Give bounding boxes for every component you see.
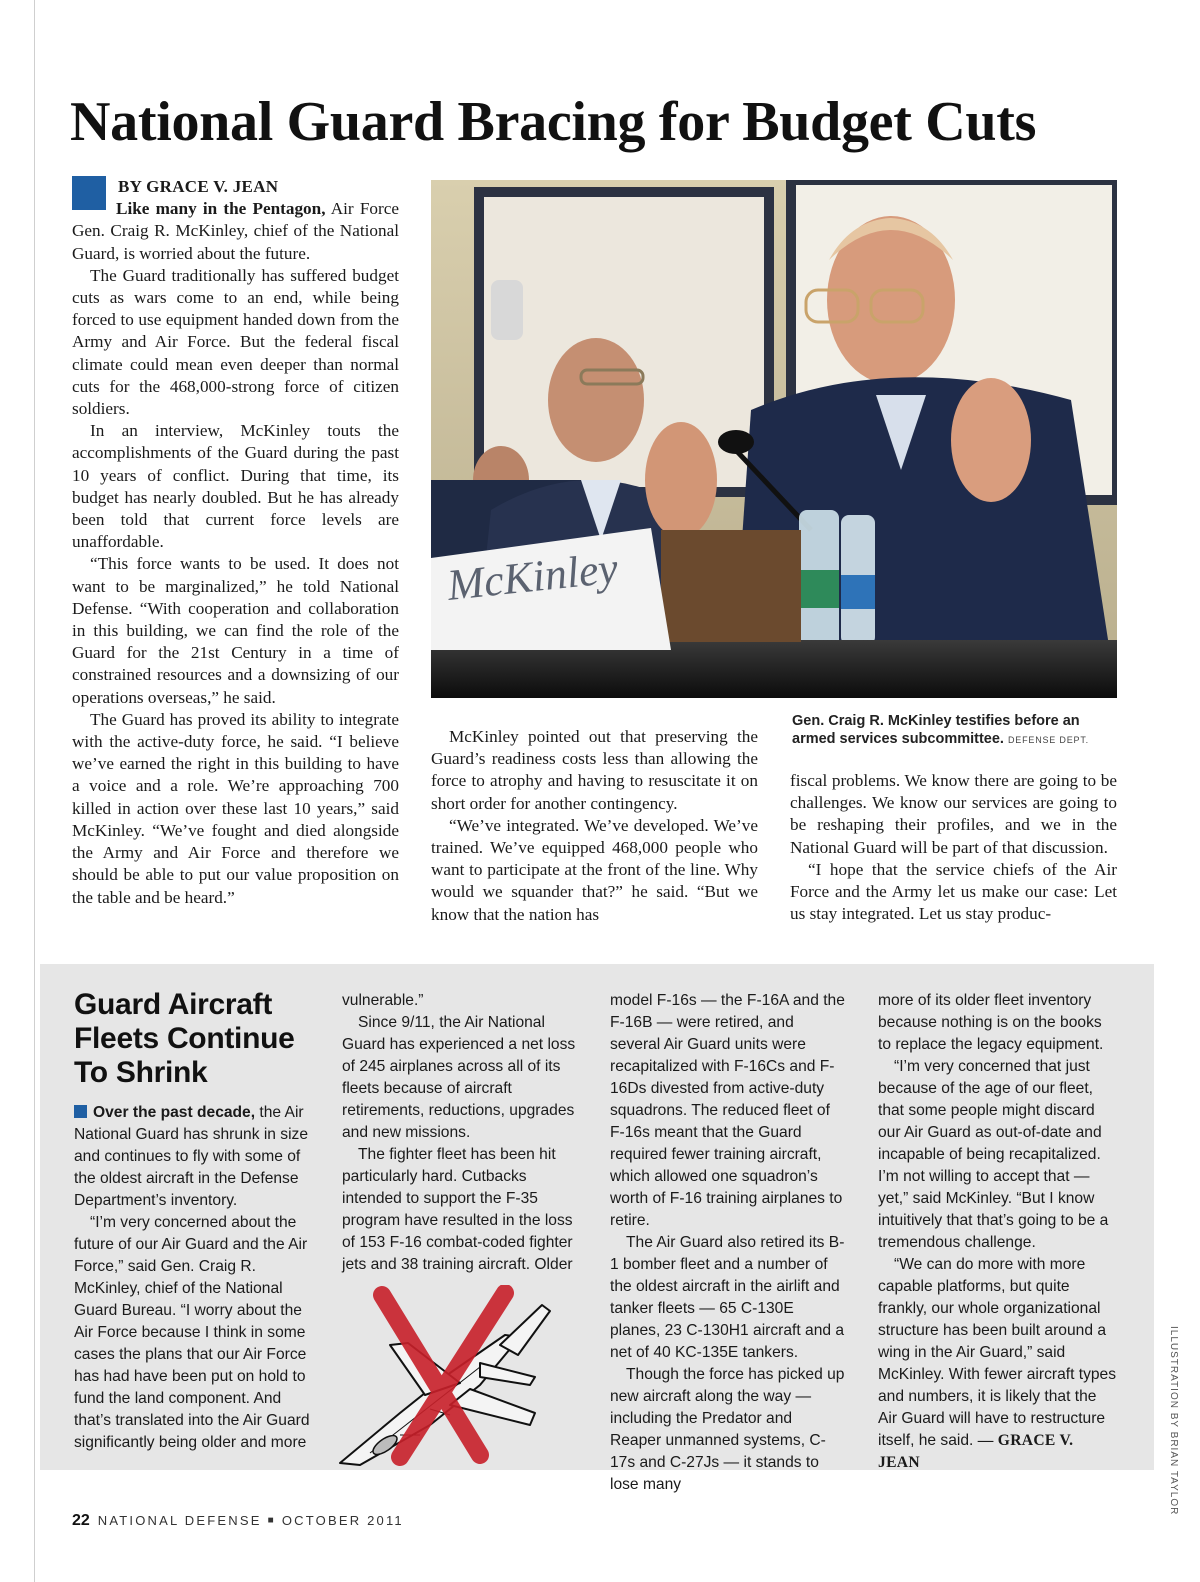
paragraph-1-text: Air Force Gen. Craig R. McKinley, chief of the National Guard, is worried about the future.: [72, 199, 399, 263]
photo-credit: DEFENSE DEPT.: [1008, 735, 1089, 745]
sidebar-paragraph-9: more of its older fleet inventory because nothing is on the books to replace the legacy equipment.: [878, 992, 1104, 1053]
paragraph-1: [72, 198, 399, 265]
lead-in: Like many in the Pentagon,: [116, 199, 326, 219]
sidebar-lead-in: Over the past decade,: [93, 1104, 256, 1121]
byline: BY GRACE V. JEAN: [118, 177, 279, 196]
sidebar-column-1: [74, 988, 310, 1454]
issue-date: OCTOBER 2011: [281, 1513, 404, 1528]
article-column-3: [790, 770, 1117, 925]
sidebar-column-4: [878, 990, 1118, 1474]
blue-square-icon: [72, 176, 106, 210]
sidebar-paragraph-3: vulnerable.”: [342, 992, 424, 1009]
sidebar-paragraph-11-text: “We can do more with more capable platforms, but quite frankly, our whole organizational structure has been built around a wing in the Air Guard,” said McKinley. With fewer aircraft types and numbers, it is likely that the Air Guard will have to restructure itself, he said.: [878, 1256, 1117, 1449]
page-margin-rule: [34, 0, 35, 1582]
sidebar-paragraph-10: “I’m very concerned that just because of the age of our fleet, that some people might discard our Air Guard as out-of-date and incapable of being recapitalized. I’m not willing to accept that — yet,” said McKinley. “But I know intuitively that that’s going to be a tremendous challenge.: [878, 1058, 1109, 1251]
sidebar-paragraph-1-text: the Air National Guard has shrunk in size and continues to fly with some of the oldest aircraft in the Defense Department’s inventory.: [74, 1104, 309, 1209]
sidebar-paragraph-2: “I’m very concerned about the future of our Air Guard and the Air Force,” said Gen. Craig R. McKinley, chief of the National Guard Bureau. “I worry about the Air Force because I think in some cases the plans that our Air Force has had have been put on hold to fund the land component. And that’s translated into the Air Guard significantly being older and more: [74, 1214, 310, 1451]
sidebar-paragraph-5: The fighter fleet has been hit particularly hard. Cutbacks intended to support the F-35 program have resulted in the loss of 153 F-16 combat-coded fighter jets and 38 training aircraft. Older: [342, 1146, 573, 1273]
article-column-1: [72, 176, 399, 909]
paragraph-5: The Guard has proved its ability to integrate with the active-duty force, he said. “I believe we’ve earned the right in this building to have a voice and a role. We’re approaching 700 killed in action over these last 10 years,” said McKinley. “We’ve fought and died alongside the Army and Air Force and therefore we should be able to put our value proposition on the table and be heard.”: [72, 709, 399, 907]
hearing-photo: [431, 180, 1117, 698]
paragraph-7: “We’ve integrated. We’ve developed. We’ve trained. We’ve equipped 468,000 people who want to participate at the front of the line. Why would we squander that?” he said. “But we know that the nation has: [431, 815, 758, 924]
paragraph-6: McKinley pointed out that preserving the Guard’s readiness costs less than allowing the force to atrophy and having to resuscitate it on short order for another contingency.: [431, 727, 758, 813]
sidebar-paragraph-11: [878, 1254, 1118, 1474]
hearing-photo-image: [431, 180, 1117, 698]
nameplate-text: McKinley: [444, 543, 621, 610]
blue-square-icon: [74, 1105, 87, 1118]
publication-name: NATIONAL DEFENSE: [97, 1513, 262, 1528]
signoff: — GRACE V. JEAN: [878, 1432, 1074, 1471]
sidebar-paragraph-4: Since 9/11, the Air National Guard has experienced a net loss of 245 airplanes across all of its fleets because of aircraft retirements, reductions, upgrades and new missions.: [342, 1014, 576, 1141]
sidebar-box: [40, 964, 1154, 1493]
sidebar-paragraph-8: Though the force has picked up new aircraft along the way — including the Predator and Reaper unmanned systems, C-17s and C-27Js — it stands to lose many: [610, 1366, 845, 1493]
sidebar-column-2: [342, 990, 578, 1276]
paragraph-9: “I hope that the service chiefs of the Air Force and the Army let us make our case: Let us stay integrated. Let us stay produc-: [790, 859, 1117, 924]
photo-caption: [792, 712, 1122, 749]
sidebar-paragraph-7: The Air Guard also retired its B-1 bomber fleet and a number of the oldest aircraft in the airlift and tanker fleets — 65 C-130E planes, 23 C-130H1 aircraft and a net of 40 KC-135E tankers.: [610, 1234, 845, 1361]
sidebar-title: Guard Aircraft Fleets Continue To Shrink: [74, 988, 295, 1089]
page-number: 22: [72, 1512, 90, 1529]
article-column-2: [431, 726, 758, 926]
article-headline: National Guard Bracing for Budget Cuts: [70, 91, 1037, 153]
sidebar-paragraph-6: model F-16s — the F-16A and the F-16B — were retired, and several Air Guard units were recapitalized with F-16Cs and F-16Ds divested from active-duty squadrons. The reduced fleet of F-16s meant that the Guard required fewer training aircraft, which allowed one squadron’s worth of F-16 training airplanes to retire.: [610, 992, 845, 1229]
sidebar-paragraph-1: [74, 1102, 310, 1212]
paragraph-3: In an interview, McKinley touts the accomplishments of the Guard during the past 10 years of conflict. During that time, its budget has nearly doubled. But he has already been told that current force levels are unaffordable.: [72, 421, 399, 552]
page-footer: [72, 1512, 404, 1530]
paragraph-2: The Guard traditionally has suffered budget cuts as wars come to an end, while being forced to use equipment handed down from the Army and Air Force. But the federal fiscal climate could mean even deeper than normal cuts for the 468,000-strong force of citizen soldiers.: [72, 265, 399, 419]
separator-square-icon: ■: [267, 1515, 276, 1526]
sidebar-column-3: [610, 990, 846, 1496]
illustration-credit: ILLUSTRATION BY BRIAN TAYLOR: [1168, 1326, 1179, 1516]
paragraph-8: fiscal problems. We know there are going to be challenges. We know our services are going to be reshaping their profiles, and we in the National Guard will be part of that discussion.: [790, 771, 1117, 857]
caption-text: Gen. Craig R. McKinley testifies before an armed services subcommittee.: [792, 713, 1080, 747]
paragraph-4: “This force wants to be used. It does not want to be marginalized,” he told National Defense. “With cooperation and collaboration in this building, we can find the role of the Guard for the 21st Century in a time of constrained resources and a downsizing of our operations overseas,” he said.: [72, 554, 399, 707]
crossed-out-fighter-jet-icon: [330, 1285, 560, 1470]
